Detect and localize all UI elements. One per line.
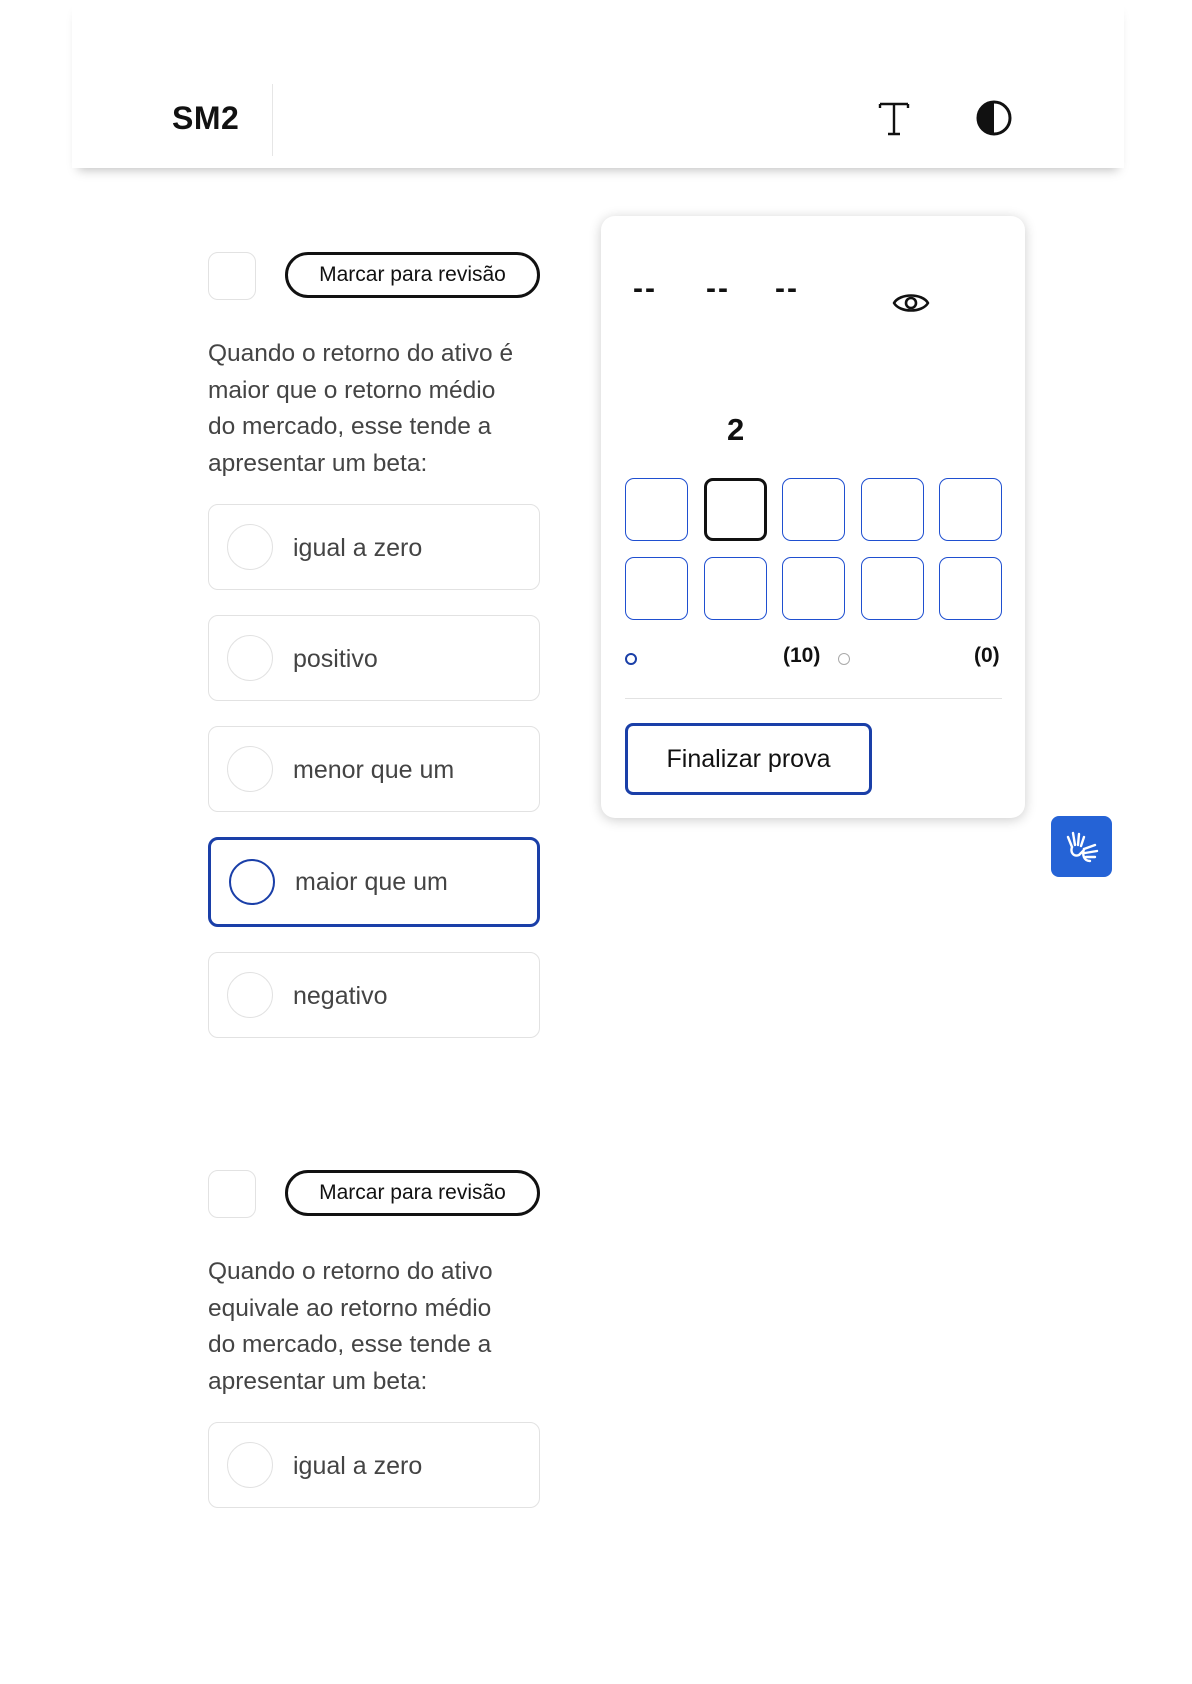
question-toolbar	[208, 252, 540, 300]
current-question-number: 2	[727, 412, 745, 447]
timer-minutes: --	[706, 272, 730, 305]
question-toolbar	[208, 1170, 540, 1218]
mark-for-review-button[interactable]: Marcar para revisão	[285, 1170, 540, 1216]
radio-button[interactable]	[227, 972, 273, 1018]
mark-for-review-button[interactable]: Marcar para revisão	[285, 252, 540, 298]
font-size-icon[interactable]	[872, 96, 916, 140]
question-nav-box-3[interactable]	[782, 478, 845, 541]
eye-icon[interactable]	[891, 288, 931, 318]
option-negativo[interactable]	[208, 952, 540, 1038]
question-text: Quando o retorno do ativo é maior que o retorno médio do mercado, esse tende a apresentar um beta:	[208, 340, 514, 477]
question-nav-box-4[interactable]	[861, 478, 924, 541]
finish-exam-button[interactable]: Finalizar prova	[625, 723, 872, 795]
timer-hours: --	[633, 272, 657, 305]
options-list	[208, 504, 540, 1038]
radio-button[interactable]	[227, 1442, 273, 1488]
exam-navigation-panel	[601, 216, 1025, 818]
question-nav-box-7[interactable]	[704, 557, 767, 620]
option-label: igual a zero	[293, 534, 423, 562]
question-nav-box-8[interactable]	[782, 557, 845, 620]
option-label: maior que um	[295, 868, 448, 896]
question-nav-box-10[interactable]	[939, 557, 1002, 620]
radio-button[interactable]	[227, 635, 273, 681]
option-label: menor que um	[293, 756, 455, 784]
sign-language-hands-icon	[1062, 827, 1102, 867]
question-checkbox[interactable]	[208, 252, 256, 300]
unanswered-count: (0)	[974, 644, 1000, 667]
option-igual-a-zero[interactable]	[208, 1422, 540, 1508]
question-grid	[625, 478, 1002, 620]
option-label: negativo	[293, 982, 388, 1010]
timer-seconds: --	[775, 272, 799, 305]
option-igual-a-zero[interactable]	[208, 504, 540, 590]
option-label: positivo	[293, 645, 378, 673]
answered-count: (10)	[783, 644, 821, 667]
radio-button[interactable]	[227, 746, 273, 792]
question-1	[208, 252, 540, 1063]
option-positivo[interactable]	[208, 615, 540, 701]
question-nav-box-5[interactable]	[939, 478, 1002, 541]
question-nav-box-1[interactable]	[625, 478, 688, 541]
unanswered-dot-icon	[838, 653, 850, 665]
header-divider	[272, 84, 273, 156]
question-nav-box-6[interactable]	[625, 557, 688, 620]
option-maior-que-um[interactable]	[208, 837, 540, 927]
question-2	[208, 1170, 540, 1533]
radio-button[interactable]	[229, 859, 275, 905]
contrast-icon[interactable]	[972, 96, 1016, 140]
question-nav-box-2[interactable]	[704, 478, 767, 541]
radio-button[interactable]	[227, 524, 273, 570]
panel-divider	[625, 698, 1002, 699]
option-label: igual a zero	[293, 1452, 423, 1480]
options-list	[208, 1422, 540, 1508]
logo: SM2	[172, 100, 240, 136]
option-menor-que-um[interactable]	[208, 726, 540, 812]
sign-language-button[interactable]	[1051, 816, 1112, 877]
question-checkbox[interactable]	[208, 1170, 256, 1218]
question-nav-box-9[interactable]	[861, 557, 924, 620]
question-text: Quando o retorno do ativo equivale ao retorno médio do mercado, esse tende a apresentar um beta:	[208, 1258, 493, 1395]
answered-dot-icon	[625, 653, 637, 665]
top-header	[72, 0, 1124, 168]
